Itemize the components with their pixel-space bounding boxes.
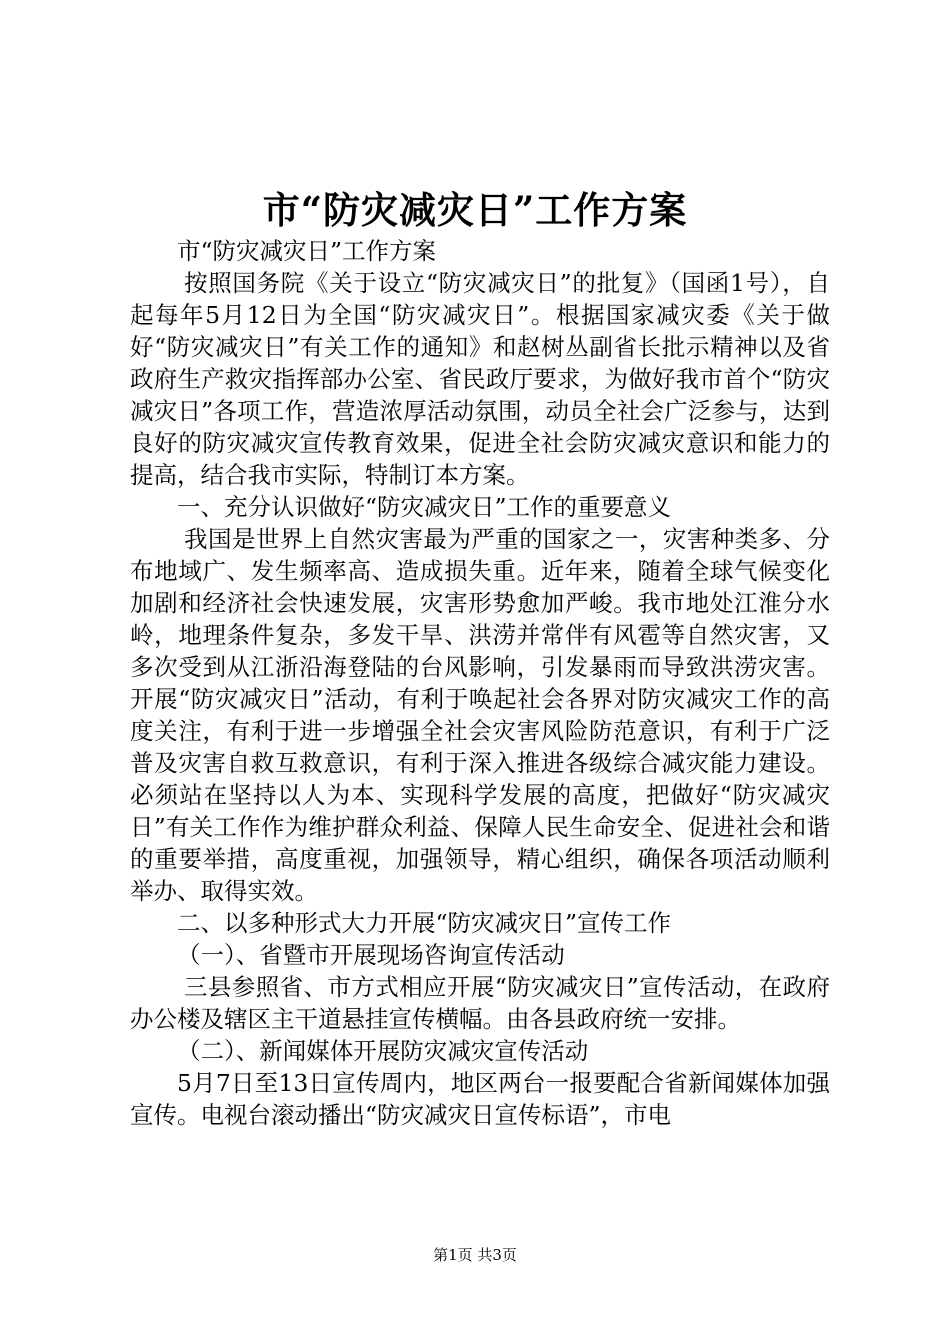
document-body xyxy=(130,235,830,1131)
subsection-heading-2: （二）、新闻媒体开展防灾减灾宣传活动 xyxy=(177,1037,589,1065)
section-heading-1: 一、充分认识做好“防灾减灾日”工作的重要意义 xyxy=(177,493,672,521)
subtitle-paragraph: 市“防灾减灾日”工作方案 xyxy=(177,237,437,265)
page-number: 第1页 共3页 xyxy=(433,1246,517,1264)
subsection-1-paragraph: 三县参照省、市方式相应开展“防灾减灾日”宣传活动，在政府办公楼及辖区主干道悬挂宣传横幅。由各县政府统一安排。 xyxy=(130,973,830,1033)
section-heading-2: 二、以多种形式大力开展“防灾减灾日”宣传工作 xyxy=(177,909,672,937)
section-1-paragraph: 我国是世界上自然灾害最为严重的国家之一，灾害种类多、分布地域广、发生频率高、造成损失重。近年来，随着全球气候变化加剧和经济社会快速发展，灾害形势愈加严峻。我市地处江淮分水岭，地理条件复杂，多发干旱、洪涝并常伴有风雹等自然灾害，又多次受到从江浙沿海登陆的台风影响，引发暴雨而导致洪涝灾害。开展“防灾减灾日”活动，有利于唤起社会各界对防灾减灾工作的高度关注，有利于进一步增强全社会灾害风险防范意识，有利于广泛普及灾害自救互救意识，有利于深入推进各级综合减灾能力建设。必须站在坚持以人为本、实现科学发展的高度，把做好“防灾减灾日”有关工作作为维护群众利益、保障人民生命安全、促进社会和谐的重要举措，高度重视，加强领导，精心组织，确保各项活动顺利举办、取得实效。 xyxy=(130,525,830,905)
document-title: 市“防灾减灾日”工作方案 xyxy=(262,188,688,232)
subsection-heading-1: （一）、省暨市开展现场咨询宣传活动 xyxy=(177,941,565,969)
subsection-2-paragraph: 5月7日至13日宣传周内，地区两台一报要配合省新闻媒体加强宣传。电视台滚动播出“防灾减灾日宣传标语”，市电 xyxy=(130,1069,830,1129)
intro-paragraph: 按照国务院《关于设立“防灾减灾日”的批复》（国函1号），自起每年5月12日为全国“防灾减灾日”。根据国家减灾委《关于做好“防灾减灾日”有关工作的通知》和赵树丛副省长批示精神以及省政府生产救灾指挥部办公室、省民政厅要求，为做好我市首个“防灾减灾日”各项工作，营造浓厚活动氛围，动员全社会广泛参与，达到良好的防灾减灾宣传教育效果，促进全社会防灾减灾意识和能力的提高，结合我市实际，特制订本方案。 xyxy=(130,269,830,489)
